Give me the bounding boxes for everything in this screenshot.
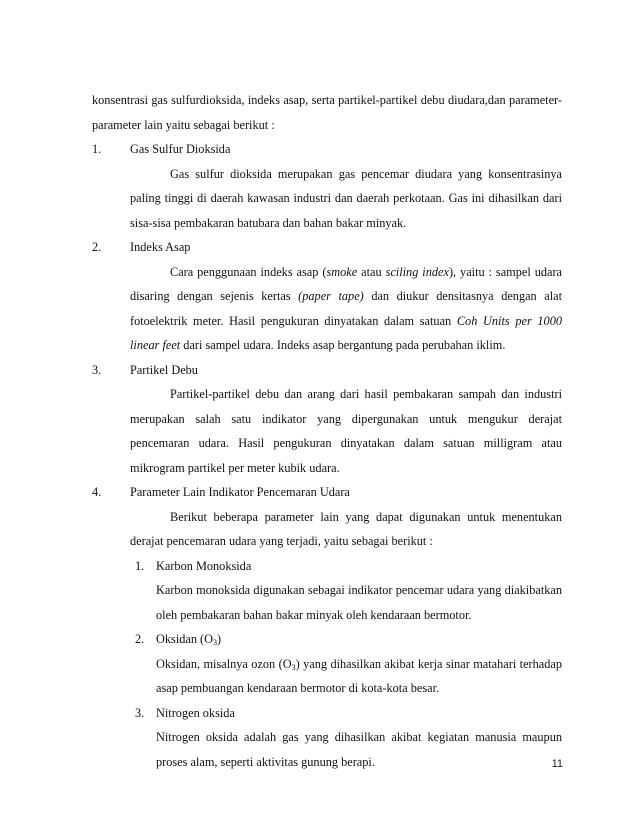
page-number: 11 bbox=[551, 758, 563, 770]
body-text: dan diukur densitasnya dengan alat fotoelektrik meter. Hasil pengukuran dinyatakan dalam satuan bbox=[130, 289, 562, 328]
subitem-title-text: Oksidan (O bbox=[156, 632, 214, 646]
list-item-other-parameters bbox=[92, 480, 562, 774]
item-title: Indeks Asap bbox=[130, 240, 191, 254]
body-term-sciling-index: sciling index bbox=[385, 264, 449, 279]
subscript: 3 bbox=[291, 662, 296, 672]
item-number: 4. bbox=[92, 485, 102, 499]
subitem-body: Karbon monoksida digunakan sebagai indikator pencemar udara yang diakibatkan oleh pembakaran bahan bakar minyak oleh kendaraan bermotor. bbox=[156, 583, 562, 622]
subitem-number: 2. bbox=[135, 632, 145, 646]
item-number: 2. bbox=[92, 240, 102, 254]
list-item-sulfur-dioxide bbox=[92, 137, 562, 235]
body-term-coh-units: Coh Units per 1000 linear feet bbox=[130, 313, 562, 352]
parameter-list bbox=[92, 137, 562, 774]
body-term-smoke: smoke bbox=[326, 264, 358, 279]
item-body: Berikut beberapa parameter lain yang dapat digunakan untuk menentukan derajat pencemaran udara yang terjadi, yaitu sebagai berikut : bbox=[130, 509, 562, 548]
body-text: atau bbox=[357, 264, 386, 279]
item-title: Partikel Debu bbox=[130, 362, 198, 377]
subitem-title: Nitrogen oksida bbox=[156, 705, 235, 720]
item-title: Gas Sulfur Dioksida bbox=[130, 142, 231, 156]
subitem-body-text: Oksidan, misalnya ozon (O bbox=[156, 656, 292, 671]
subitem-title-text: ) bbox=[217, 632, 222, 646]
body-text: Cara penggunaan indeks asap ( bbox=[170, 264, 327, 279]
subitem-body bbox=[156, 652, 562, 701]
subitem-nitrogen-oxide bbox=[130, 701, 562, 775]
subitem-oxidant bbox=[130, 627, 562, 701]
intro-paragraph: konsentrasi gas sulfurdioksida, indeks asap, serta partikel-partikel debu diudara,dan parameter-parameter lain yaitu sebagai berikut : bbox=[92, 93, 562, 132]
item-body: Partikel-partikel debu dan arang dari hasil pembakaran sampah dan industri merupakan salah satu indikator yang dipergunakan untuk mengukur derajat pencemaran udara. Hasil pengukuran dinyatakan dalam satuan milligram atau mikrogram partikel per meter kubik udara. bbox=[130, 387, 562, 475]
list-item-dust-particles bbox=[92, 358, 562, 481]
item-title: Parameter Lain Indikator Pencemaran Udara bbox=[130, 485, 350, 499]
subitem-body-text: ) yang dihasilkan akibat kerja sinar matahari terhadap asap pembuangan kendaraan bermotor di kota-kota besar. bbox=[156, 656, 562, 695]
body-text: dari sampel udara. Indeks asap bergantung pada perubahan iklim. bbox=[180, 338, 506, 352]
subitem-carbon-monoxide bbox=[130, 554, 562, 628]
body-term-paper-tape: (paper tape) bbox=[298, 289, 364, 303]
list-item-smoke-index bbox=[92, 235, 562, 358]
subitem-title bbox=[156, 627, 562, 652]
body-text: ), yaitu : sampel udara disaring dengan sejenis kertas bbox=[130, 264, 563, 303]
subitem-title: Karbon Monoksida bbox=[156, 558, 252, 573]
subitem-number: 3. bbox=[135, 705, 145, 720]
item-number: 1. bbox=[92, 142, 102, 156]
subitem-number: 1. bbox=[135, 558, 145, 573]
item-number: 3. bbox=[92, 362, 102, 377]
item-body bbox=[130, 260, 562, 358]
subscript: 3 bbox=[213, 638, 218, 647]
document-page bbox=[92, 88, 562, 774]
item-body: Gas sulfur dioksida merupakan gas pencemar diudara yang konsentrasinya paling tinggi di daerah kawasan industri dan daerah perkotaan. Gas ini dihasilkan dari sisa-sisa pembakaran batubara dan bahan bakar minyak. bbox=[130, 166, 562, 230]
subitem-body: Nitrogen oksida adalah gas yang dihasilkan akibat kegiatan manusia maupun proses alam, seperti aktivitas gunung berapi. bbox=[156, 730, 562, 769]
